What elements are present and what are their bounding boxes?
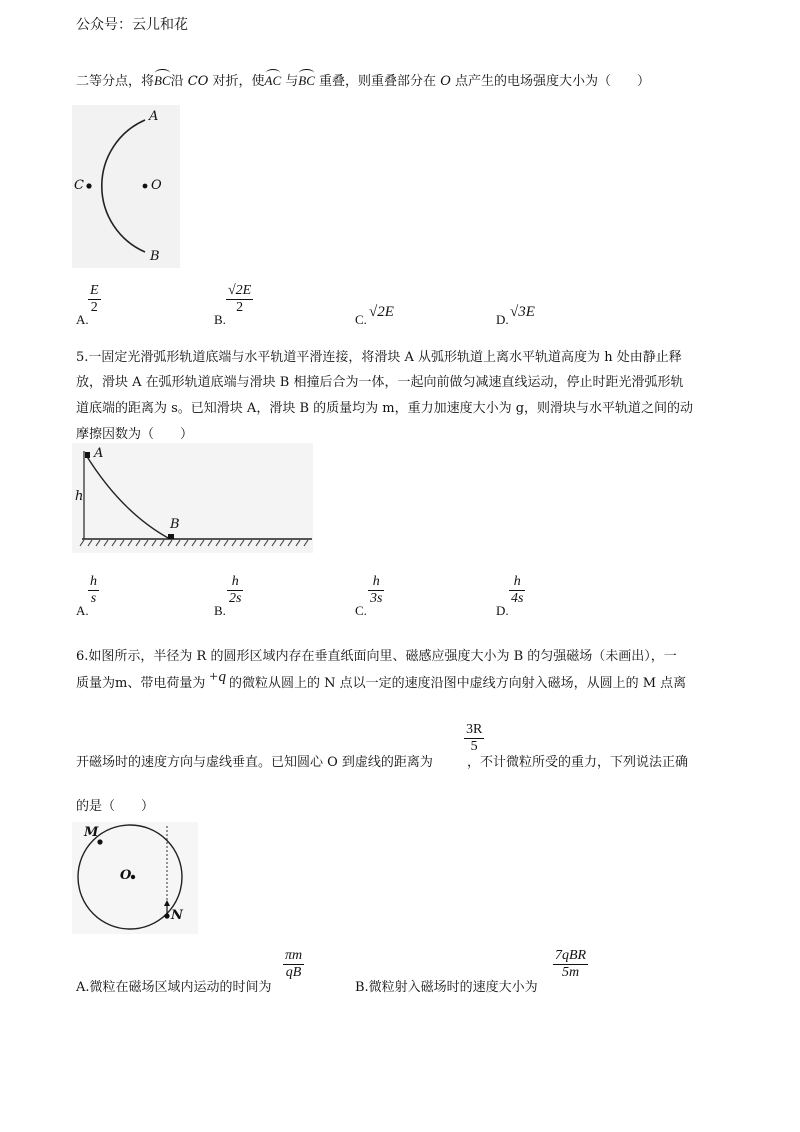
q5-stem-line-1: 5.一固定光滑弧形轨道底端与水平轨道平滑连接，将滑块 A 从弧形轨道上离水平轨道高度为 h 处由静止释 [76,350,682,365]
label-o: O [151,178,162,193]
point-o-center [131,875,135,879]
q6-figure [72,822,198,934]
block-a [85,452,90,458]
point-c [86,183,91,188]
q5-figure [72,443,313,553]
q4-option-c-label: C. [355,312,367,327]
q4-figure [72,105,180,268]
q5-option-b-fraction: h 2s [229,574,242,606]
point-m [97,839,102,844]
point-o [143,184,148,189]
q6-option-b-fraction: 7qBR 5m [555,948,587,980]
q4-option-a-fraction: E 2 [90,283,99,315]
q4-option-c-expr: √2E [369,304,394,320]
q6-option-a: A.微粒在磁场区域内运动的时间为 [76,980,272,995]
q5-stem-line-2: 放，滑块 A 在弧形轨道底端与滑块 B 相撞后合为一体，一起向前做匀减速直线运动，停止时距光滑弧形轨 [76,375,684,390]
point-n [164,913,169,918]
ramp-diagram [72,443,313,553]
q5-option-d-fraction: h 4s [511,574,524,606]
q5-option-a-fraction: h s [90,574,97,606]
label-c: C [74,178,84,193]
page-header: 公众号：云儿和花 [76,17,188,33]
label-b: B [150,249,160,264]
q4-option-d-label: D. [496,312,509,327]
q4-option-a-label: A. [76,312,89,327]
q5-stem-line-3: 道底端的距离为 s。已知滑块 A，滑块 B 的质量均为 m，重力加速度大小为 g，则滑块与水平轨道之间的动 [76,401,694,416]
q6-option-a-fraction: πm qB [285,948,303,980]
q5-option-d-label: D. [496,603,509,618]
label-n: N [171,908,183,923]
q6-stem-line-2: 质量为m、带电荷量为 +q 的微粒从圆上的 N 点以一定的速度沿图中虚线方向射入磁场，从圆上的 M 点离 [76,669,687,691]
arc-ac: AC [264,73,282,88]
label-o-center: O [120,868,132,883]
label-m: M [84,825,99,840]
q5-stem-line-4: 摩擦因数为（ ） [76,427,194,442]
q5-option-b-label: B. [214,603,226,618]
block-b [168,534,174,539]
charge-q: +q [208,669,226,685]
arc-bc-1: BC [154,73,171,88]
q5-option-a-label: A. [76,603,89,618]
q4-option-b-fraction: √2E 2 [228,283,252,315]
q4-stem: 二等分点，将BC沿 CO 对折，使AC 与BC 重叠，则重叠部分在 O 点产生的电场强度大小为（ ） [76,73,650,89]
q4-option-b-label: B. [214,312,226,327]
arc-bc-2: BC [298,73,315,88]
q6-distance-fraction: 3R 5 [466,722,483,754]
q6-stem-line-1: 6.如图所示，半径为 R 的圆形区域内存在垂直纸面向里、磁感应强度大小为 B 的匀强磁场（未画出），一 [76,649,677,664]
q6-stem-line-3: 开磁场时的速度方向与虚线垂直。已知圆心 O 到虚线的距离为 ，不计微粒所受的重力，下列说法正确 [76,755,688,770]
label-a: A [149,109,159,124]
q6-option-b: B.微粒射入磁场时的速度大小为 [355,980,538,995]
label-height-h: h [75,489,84,504]
q4-option-d-expr: √3E [510,304,535,320]
label-block-b: B [170,517,180,532]
q5-option-c-label: C. [355,603,367,618]
q5-option-c-fraction: h 3s [370,574,383,606]
velocity-arrow-icon [164,900,170,906]
semicircle-diagram [72,105,180,268]
label-block-a: A [94,446,104,461]
q6-stem-line-4: 的是（ ） [76,799,155,814]
